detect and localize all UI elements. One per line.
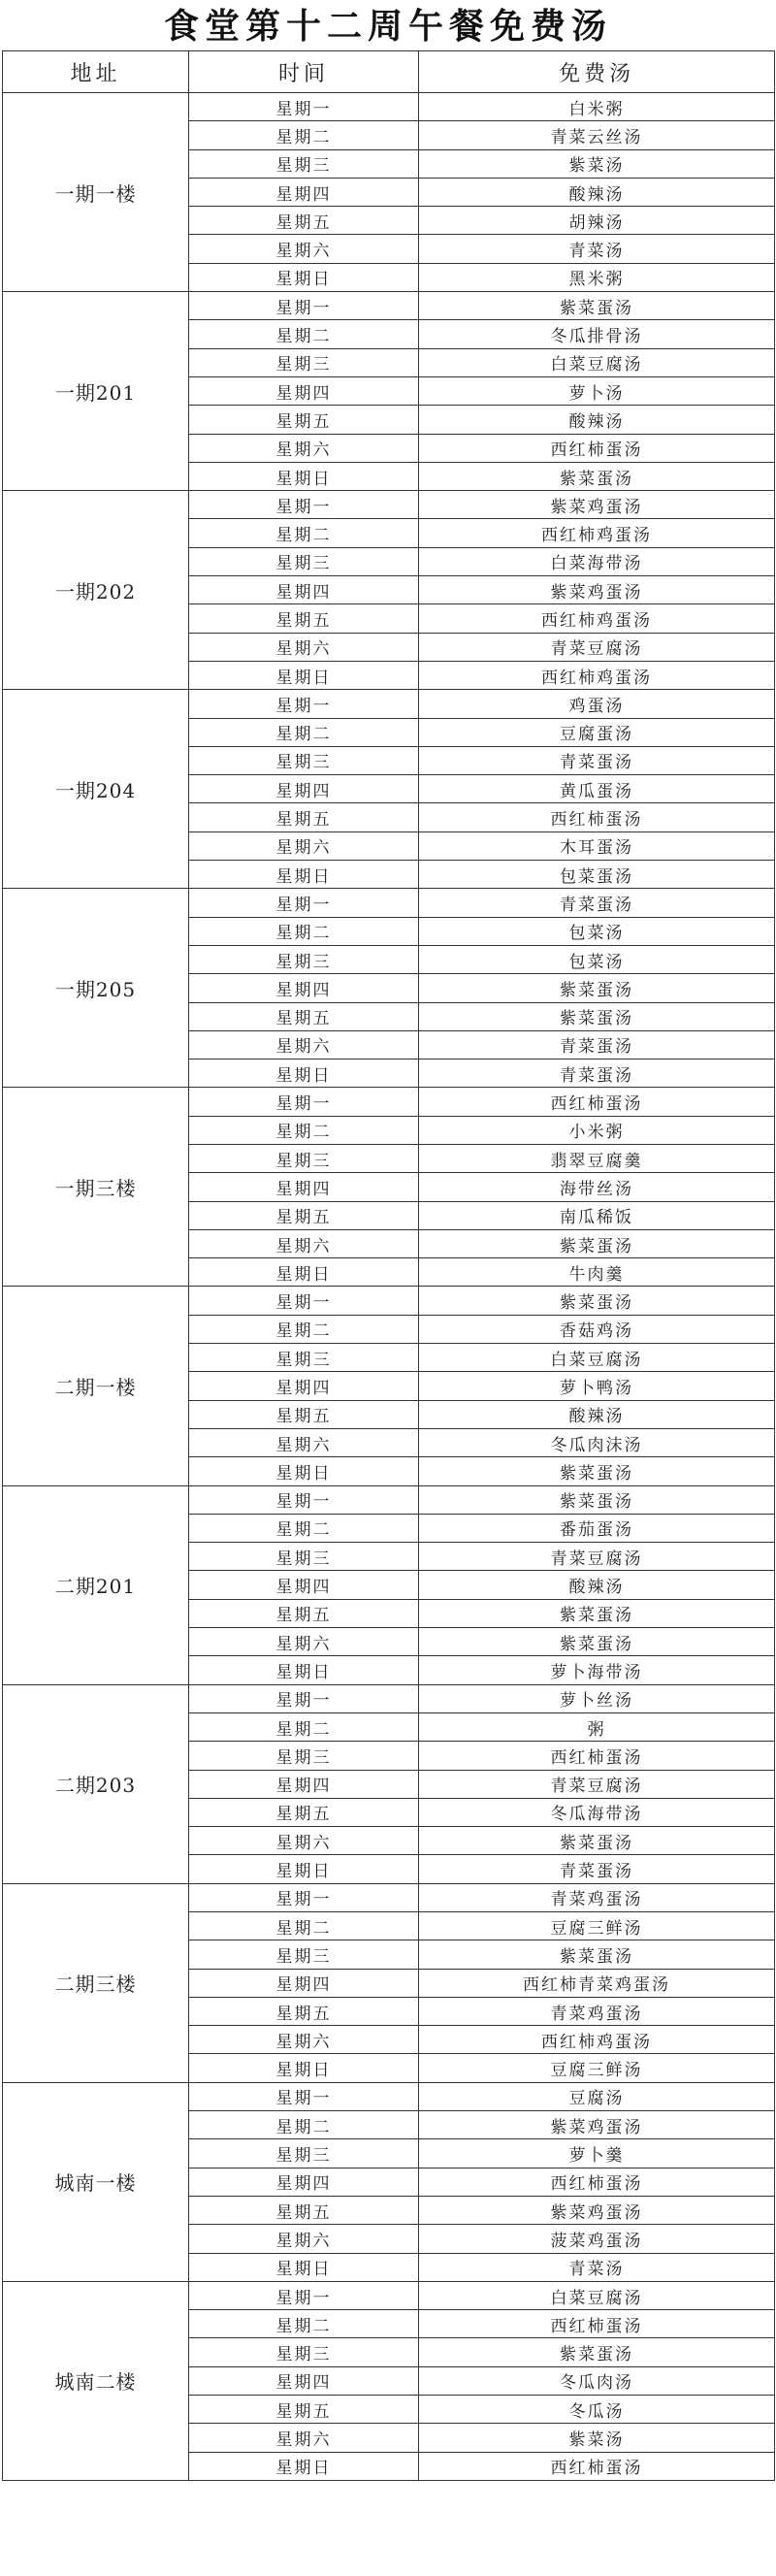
day-cell: 星期三 — [189, 547, 419, 575]
table-header-row — [3, 51, 775, 93]
soup-cell: 萝卜丝汤 — [419, 1684, 775, 1712]
day-cell: 星期六 — [189, 434, 419, 462]
day-cell: 星期三 — [189, 1543, 419, 1571]
soup-cell: 紫菜蛋汤 — [419, 1457, 775, 1485]
day-cell: 星期二 — [189, 2111, 419, 2139]
day-cell: 星期一 — [189, 1684, 419, 1712]
soup-cell: 青菜豆腐汤 — [419, 1770, 775, 1798]
day-cell: 星期五 — [189, 1400, 419, 1428]
table-row — [3, 1287, 775, 1315]
location-cell: 一期202 — [3, 491, 189, 690]
soup-cell: 白菜豆腐汤 — [419, 1344, 775, 1372]
soup-cell: 豆腐汤 — [419, 2082, 775, 2110]
day-cell: 星期四 — [189, 178, 419, 206]
day-cell: 星期四 — [189, 775, 419, 803]
day-cell: 星期四 — [189, 1372, 419, 1400]
day-cell: 星期二 — [189, 1514, 419, 1542]
soup-cell: 紫菜汤 — [419, 149, 775, 178]
day-cell: 星期四 — [189, 1571, 419, 1599]
day-cell: 星期日 — [189, 2253, 419, 2281]
table-row — [3, 690, 775, 718]
location-cell: 城南一楼 — [3, 2082, 189, 2281]
page-title: 食堂第十二周午餐免费汤 — [163, 6, 612, 47]
day-cell: 星期五 — [189, 2196, 419, 2224]
table-row — [3, 889, 775, 917]
day-cell: 星期二 — [189, 1712, 419, 1741]
day-cell: 星期一 — [189, 93, 419, 121]
day-cell: 星期四 — [189, 1770, 419, 1798]
table-row — [3, 1883, 775, 1911]
location-cell: 一期一楼 — [3, 93, 189, 292]
location-cell: 二期三楼 — [3, 1883, 189, 2082]
soup-cell: 青菜汤 — [419, 235, 775, 263]
soup-cell: 白米粥 — [419, 93, 775, 121]
day-cell: 星期二 — [189, 121, 419, 149]
soup-cell: 紫菜鸡蛋汤 — [419, 576, 775, 604]
soup-cell: 青菜蛋汤 — [419, 746, 775, 774]
day-cell: 星期五 — [189, 406, 419, 434]
soup-cell: 西红柿蛋汤 — [419, 1088, 775, 1116]
day-cell: 星期六 — [189, 2026, 419, 2054]
soup-cell: 青菜蛋汤 — [419, 889, 775, 917]
soup-cell: 豆腐三鲜汤 — [419, 1912, 775, 1940]
day-cell: 星期三 — [189, 746, 419, 774]
day-cell: 星期六 — [189, 1827, 419, 1855]
soup-cell: 黑米粥 — [419, 263, 775, 291]
soup-cell: 紫菜蛋汤 — [419, 1287, 775, 1315]
soup-cell: 青菜蛋汤 — [419, 1060, 775, 1088]
soup-cell: 紫菜蛋汤 — [419, 1485, 775, 1514]
day-cell: 星期六 — [189, 2424, 419, 2452]
day-cell: 星期三 — [189, 1742, 419, 1770]
soup-cell: 萝卜鸭汤 — [419, 1372, 775, 1400]
day-cell: 星期三 — [189, 2338, 419, 2366]
soup-cell: 冬瓜汤 — [419, 2396, 775, 2424]
soup-cell: 鸡蛋汤 — [419, 690, 775, 718]
table-row — [3, 292, 775, 320]
table-row — [3, 491, 775, 519]
day-cell: 星期三 — [189, 1344, 419, 1372]
soup-cell: 紫菜蛋汤 — [419, 2338, 775, 2366]
day-cell: 星期二 — [189, 2310, 419, 2338]
day-cell: 星期二 — [189, 1912, 419, 1940]
soup-cell: 紫菜蛋汤 — [419, 1599, 775, 1627]
day-cell: 星期五 — [189, 1002, 419, 1030]
location-cell: 一期204 — [3, 690, 189, 889]
day-cell: 星期六 — [189, 1628, 419, 1656]
location-cell: 二期一楼 — [3, 1287, 189, 1485]
soup-cell: 青菜云丝汤 — [419, 121, 775, 149]
day-cell: 星期一 — [189, 690, 419, 718]
location-column-header: 地址 — [3, 51, 189, 93]
soup-cell: 紫菜蛋汤 — [419, 1940, 775, 1969]
soup-cell: 西红柿鸡蛋汤 — [419, 2026, 775, 2054]
soup-cell: 木耳蛋汤 — [419, 831, 775, 860]
soup-cell: 紫菜汤 — [419, 2424, 775, 2452]
day-cell: 星期四 — [189, 376, 419, 405]
day-cell: 星期日 — [189, 1258, 419, 1287]
soup-cell: 西红柿蛋汤 — [419, 803, 775, 831]
soup-cell: 萝卜羹 — [419, 2139, 775, 2168]
soup-cell: 青菜鸡蛋汤 — [419, 1997, 775, 2025]
soup-cell: 萝卜海带汤 — [419, 1656, 775, 1684]
soup-cell: 豆腐蛋汤 — [419, 718, 775, 746]
soup-cell: 西红柿蛋汤 — [419, 2452, 775, 2480]
soup-cell: 白菜海带汤 — [419, 547, 775, 575]
soup-cell: 西红柿蛋汤 — [419, 434, 775, 462]
day-cell: 星期日 — [189, 861, 419, 889]
soup-cell: 冬瓜排骨汤 — [419, 320, 775, 348]
soup-cell: 紫菜蛋汤 — [419, 1827, 775, 1855]
soup-cell: 青菜鸡蛋汤 — [419, 1883, 775, 1911]
day-cell: 星期一 — [189, 2281, 419, 2309]
soup-cell: 海带丝汤 — [419, 1173, 775, 1201]
day-cell: 星期一 — [189, 1883, 419, 1911]
soup-cell: 包菜蛋汤 — [419, 861, 775, 889]
day-cell: 星期三 — [189, 1940, 419, 1969]
soup-cell: 番茄蛋汤 — [419, 1514, 775, 1542]
soup-cell: 西红柿蛋汤 — [419, 2310, 775, 2338]
day-cell: 星期二 — [189, 1116, 419, 1144]
location-cell: 二期203 — [3, 1684, 189, 1883]
table-row — [3, 93, 775, 121]
soup-cell: 紫菜鸡蛋汤 — [419, 491, 775, 519]
soup-cell: 紫菜蛋汤 — [419, 974, 775, 1002]
day-cell: 星期三 — [189, 149, 419, 178]
soup-cell: 西红柿青菜鸡蛋汤 — [419, 1969, 775, 1997]
table-row — [3, 2082, 775, 2110]
day-cell: 星期四 — [189, 974, 419, 1002]
soup-cell: 紫菜蛋汤 — [419, 292, 775, 320]
soup-cell: 白菜豆腐汤 — [419, 2281, 775, 2309]
day-cell: 星期一 — [189, 1485, 419, 1514]
soup-cell: 青菜豆腐汤 — [419, 1543, 775, 1571]
day-cell: 星期五 — [189, 2396, 419, 2424]
location-cell: 一期205 — [3, 889, 189, 1088]
day-cell: 星期日 — [189, 1457, 419, 1485]
day-cell: 星期日 — [189, 462, 419, 490]
day-cell: 星期日 — [189, 1855, 419, 1883]
soup-cell: 萝卜汤 — [419, 376, 775, 405]
day-cell: 星期五 — [189, 207, 419, 235]
day-cell: 星期二 — [189, 1315, 419, 1343]
day-cell: 星期六 — [189, 1229, 419, 1257]
soup-cell: 青菜蛋汤 — [419, 1855, 775, 1883]
soup-cell: 翡翠豆腐羹 — [419, 1144, 775, 1172]
day-cell: 星期六 — [189, 1428, 419, 1456]
soup-cell: 紫菜蛋汤 — [419, 1229, 775, 1257]
day-cell: 星期六 — [189, 2225, 419, 2253]
soup-cell: 酸辣汤 — [419, 1571, 775, 1599]
day-cell: 星期日 — [189, 661, 419, 689]
soup-cell: 白菜豆腐汤 — [419, 348, 775, 376]
day-cell: 星期五 — [189, 1997, 419, 2025]
soup-cell: 香菇鸡汤 — [419, 1315, 775, 1343]
soup-cell: 西红柿鸡蛋汤 — [419, 519, 775, 547]
day-cell: 星期三 — [189, 2139, 419, 2168]
soup-cell: 冬瓜肉沫汤 — [419, 1428, 775, 1456]
soup-cell: 青菜豆腐汤 — [419, 633, 775, 661]
day-cell: 星期四 — [189, 1173, 419, 1201]
day-cell: 星期一 — [189, 2082, 419, 2110]
soup-cell: 西红柿鸡蛋汤 — [419, 604, 775, 633]
table-row — [3, 1684, 775, 1712]
day-cell: 星期日 — [189, 2452, 419, 2480]
day-cell: 星期一 — [189, 1287, 419, 1315]
table-row — [3, 1485, 775, 1514]
soup-cell: 酸辣汤 — [419, 178, 775, 206]
day-cell: 星期五 — [189, 1201, 419, 1229]
day-cell: 星期二 — [189, 320, 419, 348]
day-cell: 星期六 — [189, 235, 419, 263]
soup-cell: 南瓜稀饭 — [419, 1201, 775, 1229]
location-cell: 二期201 — [3, 1485, 189, 1684]
soup-cell: 西红柿蛋汤 — [419, 1742, 775, 1770]
soup-cell: 青菜蛋汤 — [419, 1030, 775, 1059]
day-cell: 星期四 — [189, 1969, 419, 1997]
day-cell: 星期五 — [189, 803, 419, 831]
soup-cell: 包菜汤 — [419, 945, 775, 973]
soup-cell: 粥 — [419, 1712, 775, 1741]
soup-cell: 菠菜鸡蛋汤 — [419, 2225, 775, 2253]
day-cell: 星期六 — [189, 831, 419, 860]
location-cell: 一期201 — [3, 292, 189, 491]
soup-cell: 冬瓜肉汤 — [419, 2366, 775, 2395]
day-cell: 星期三 — [189, 945, 419, 973]
soup-cell: 牛肉羹 — [419, 1258, 775, 1287]
soup-cell: 西红柿蛋汤 — [419, 2168, 775, 2196]
table-row — [3, 1088, 775, 1116]
soup-cell: 酸辣汤 — [419, 1400, 775, 1428]
soup-cell: 紫菜鸡蛋汤 — [419, 2196, 775, 2224]
day-cell: 星期四 — [189, 2168, 419, 2196]
soup-cell: 酸辣汤 — [419, 406, 775, 434]
day-cell: 星期三 — [189, 348, 419, 376]
time-column-header: 时间 — [189, 51, 419, 93]
day-cell: 星期日 — [189, 1060, 419, 1088]
soup-column-header: 免费汤 — [419, 51, 775, 93]
day-cell: 星期四 — [189, 2366, 419, 2395]
day-cell: 星期五 — [189, 1798, 419, 1826]
soup-cell: 紫菜鸡蛋汤 — [419, 2111, 775, 2139]
day-cell: 星期一 — [189, 292, 419, 320]
soup-cell: 包菜汤 — [419, 917, 775, 945]
day-cell: 星期二 — [189, 519, 419, 547]
soup-cell: 紫菜蛋汤 — [419, 462, 775, 490]
day-cell: 星期一 — [189, 1088, 419, 1116]
day-cell: 星期三 — [189, 1144, 419, 1172]
soup-cell: 紫菜蛋汤 — [419, 1002, 775, 1030]
soup-cell: 小米粥 — [419, 1116, 775, 1144]
day-cell: 星期五 — [189, 604, 419, 633]
soup-cell: 胡辣汤 — [419, 207, 775, 235]
location-cell: 一期三楼 — [3, 1088, 189, 1287]
table-row — [3, 2281, 775, 2309]
soup-cell: 豆腐三鲜汤 — [419, 2054, 775, 2082]
day-cell: 星期日 — [189, 1656, 419, 1684]
soup-cell: 紫菜蛋汤 — [419, 1628, 775, 1656]
day-cell: 星期日 — [189, 2054, 419, 2082]
day-cell: 星期二 — [189, 917, 419, 945]
day-cell: 星期一 — [189, 889, 419, 917]
soup-cell: 青菜汤 — [419, 2253, 775, 2281]
day-cell: 星期日 — [189, 263, 419, 291]
location-cell: 城南二楼 — [3, 2281, 189, 2480]
day-cell: 星期六 — [189, 633, 419, 661]
soup-cell: 西红柿鸡蛋汤 — [419, 661, 775, 689]
soup-cell: 黄瓜蛋汤 — [419, 775, 775, 803]
day-cell: 星期五 — [189, 1599, 419, 1627]
day-cell: 星期六 — [189, 1030, 419, 1059]
day-cell: 星期二 — [189, 718, 419, 746]
soup-schedule-table — [2, 50, 775, 2481]
day-cell: 星期一 — [189, 491, 419, 519]
table-body — [3, 93, 775, 2481]
day-cell: 星期四 — [189, 576, 419, 604]
soup-cell: 冬瓜海带汤 — [419, 1798, 775, 1826]
